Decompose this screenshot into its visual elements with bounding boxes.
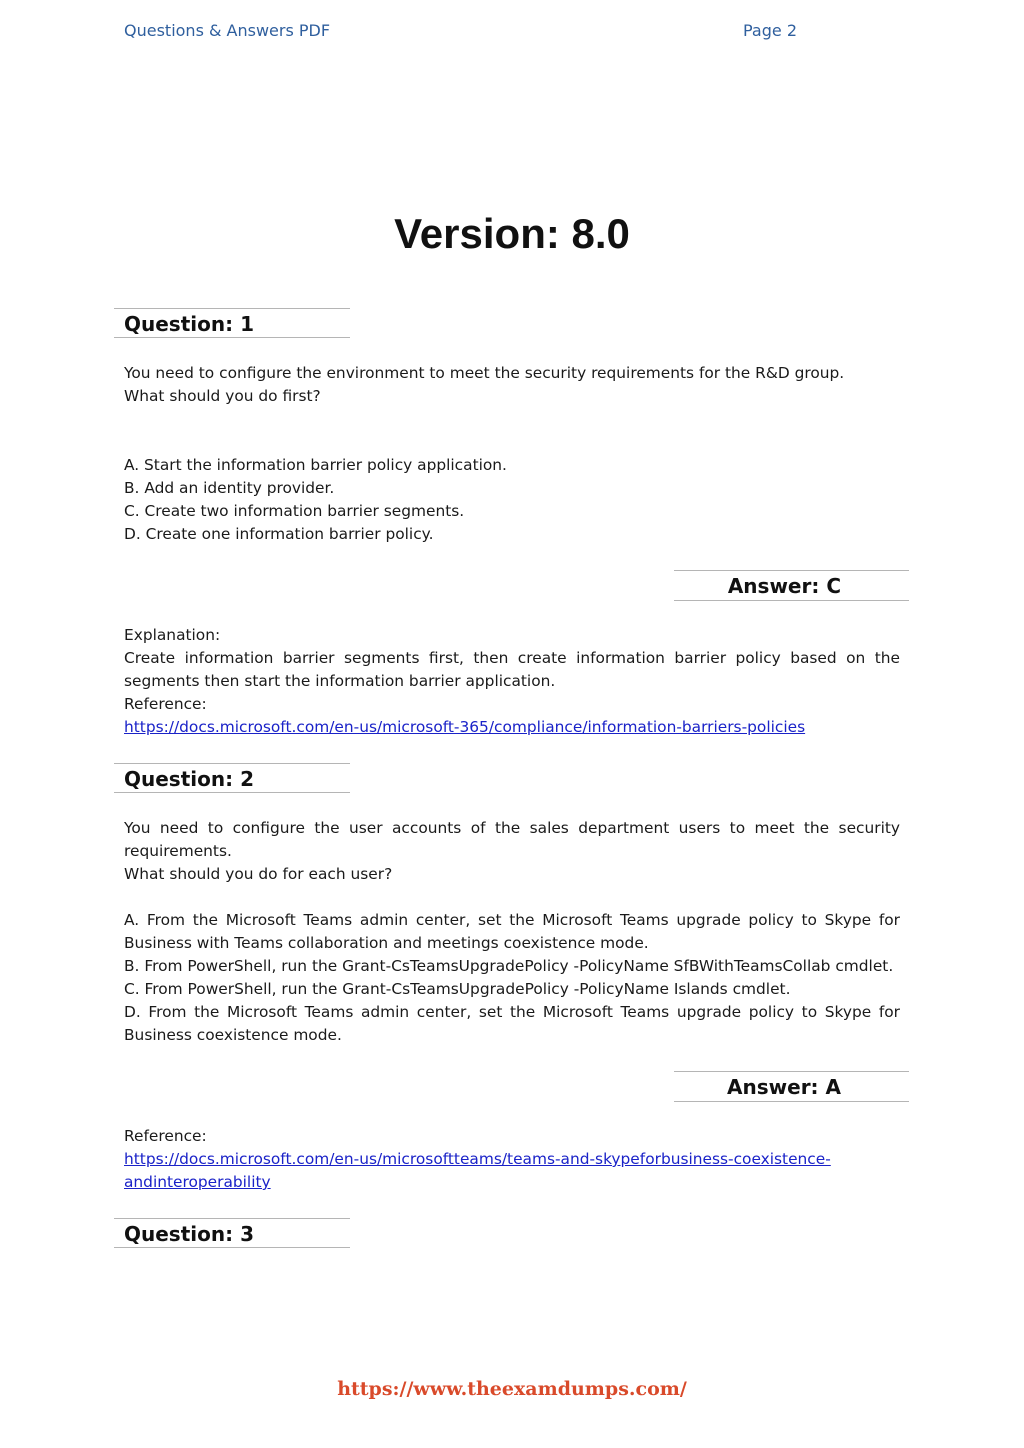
question-2-option-a: A. From the Microsoft Teams admin center, set the Microsoft Teams upgrade policy to Skype for Business with Teams collaboration and meetings coexistence mode. <box>124 911 900 952</box>
page-number: Page 2 <box>743 21 797 40</box>
question-2-option-d: D. From the Microsoft Teams admin center, set the Microsoft Teams upgrade policy to Skype for Business coexistence mode. <box>124 1003 900 1044</box>
question-1-stem-line: You need to configure the environment to meet the security requirements for the R&D group. <box>124 364 845 382</box>
question-1-answer: Answer: C <box>674 570 909 601</box>
reference-label: Reference: <box>124 1127 207 1145</box>
reference-link[interactable]: https://docs.microsoft.com/en-us/microsoft-365/compliance/information-barriers-policies <box>124 718 806 736</box>
question-1-heading: Question: 1 <box>114 308 350 338</box>
question-1-stem <box>124 362 900 408</box>
question-1-stem-line: What should you do first? <box>124 387 321 405</box>
question-2-reference-block <box>124 1125 900 1194</box>
question-3-heading: Question: 3 <box>114 1218 350 1248</box>
explanation-text: Create information barrier segments first, then create information barrier policy based on the segments then start the information barrier application. <box>124 649 900 690</box>
question-2-option-b: B. From PowerShell, run the Grant-CsTeamsUpgradePolicy -PolicyName SfBWithTeamsCollab cmdlet. <box>124 957 894 975</box>
question-1-option-a: A. Start the information barrier policy application. <box>124 456 507 474</box>
reference-label: Reference: <box>124 695 207 713</box>
reference-link-continued[interactable]: andinteroperability <box>124 1173 271 1191</box>
question-2-stem <box>124 817 900 886</box>
version-title: Version: 8.0 <box>394 210 630 257</box>
question-2-stem-line: You need to configure the user accounts of the sales department users to meet the security requirements. <box>124 819 900 860</box>
reference-link[interactable]: https://docs.microsoft.com/en-us/microsoftteams/teams-and-skypeforbusiness-coexistence- <box>124 1150 831 1168</box>
question-1-option-b: B. Add an identity provider. <box>124 479 335 497</box>
question-2-heading: Question: 2 <box>114 763 350 793</box>
footer-url[interactable]: https://www.theexamdumps.com/ <box>337 1378 687 1400</box>
question-1-explanation-block <box>124 624 900 739</box>
question-2-options <box>124 909 900 1047</box>
explanation-label: Explanation: <box>124 626 221 644</box>
question-2-answer: Answer: A <box>674 1071 909 1102</box>
question-1-option-d: D. Create one information barrier policy. <box>124 525 434 543</box>
header-title: Questions & Answers PDF <box>124 21 331 40</box>
question-1-option-c: C. Create two information barrier segments. <box>124 502 465 520</box>
question-2-option-c: C. From PowerShell, run the Grant-CsTeamsUpgradePolicy -PolicyName Islands cmdlet. <box>124 980 791 998</box>
question-2-stem-line: What should you do for each user? <box>124 865 393 883</box>
question-1-options <box>124 454 900 546</box>
